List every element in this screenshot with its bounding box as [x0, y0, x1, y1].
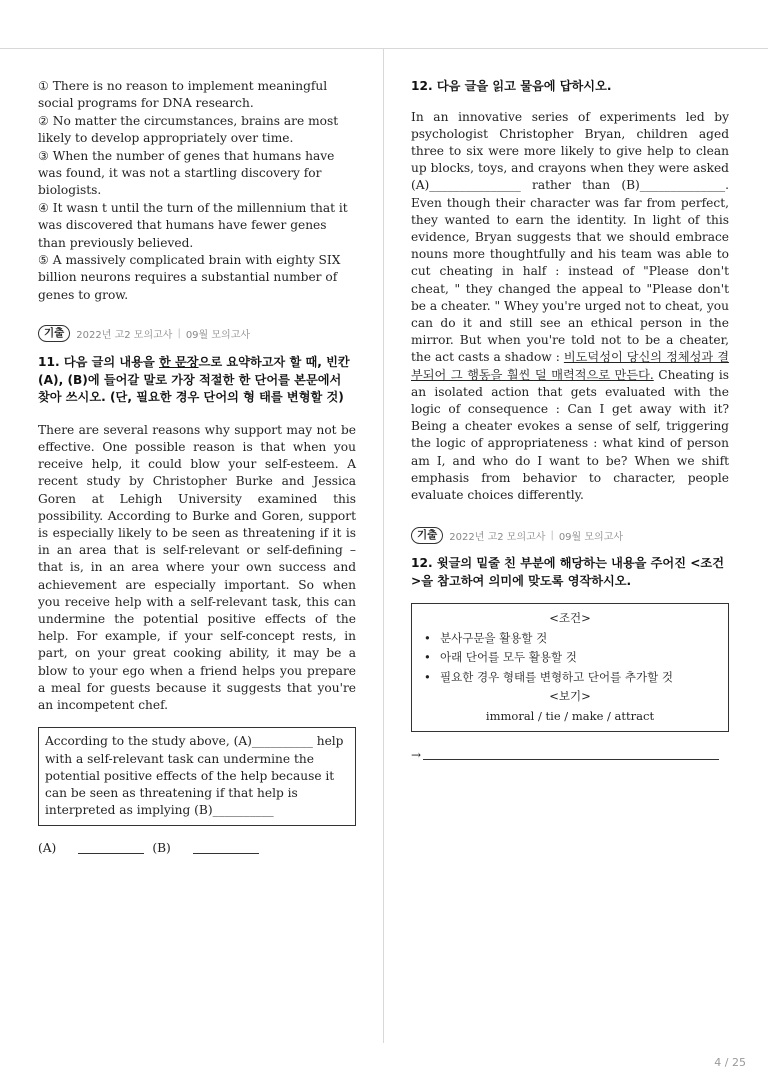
source-year: 2022년 고2 모의고사 — [449, 531, 546, 543]
answer-blanks — [38, 841, 356, 855]
arrow-icon: → — [411, 748, 422, 763]
answer-a-label: (A) — [38, 840, 57, 855]
underlined-sentence: 비도덕성이 당신의 정체성과 결부되어 그 행동을 훨씬 덜 매력적으로 만든다. — [411, 350, 729, 382]
summary-box: According to the study above, (A)__________ help with a self-relevant task can undermine the potential positive effects of the help because it can be seen as threatening if that help is interpreted as implying (B)__________ — [38, 727, 356, 825]
question-12-passage — [411, 109, 729, 505]
answer-options — [38, 78, 356, 304]
page-number: 4 / 25 — [714, 1056, 746, 1069]
option-2: ② No matter the circumstances, brains are most likely to develop appropriately over time. — [38, 113, 339, 146]
answer-a-line[interactable] — [78, 841, 144, 854]
header-rule — [0, 48, 768, 49]
bogi-header: <보기> — [549, 689, 591, 704]
passage-text-rest: Cheating is an isolated action that gets evaluated with the logic of consequence : Can I get away with it? Being a cheater evokes a sense of self, triggering the logic of appropriateness : what kind of person am I, and who do I want to be? When we shift emphasis from behavior to character, people evaluate choices differently. — [411, 367, 729, 502]
source-month: 09월 모의고사 — [185, 329, 251, 341]
past-exam-badge: 기출 — [411, 527, 443, 544]
word-list: immoral / tie / make / attract — [485, 708, 655, 723]
answer-input-line[interactable] — [423, 751, 719, 760]
question-12-title: 12. 다음 글을 읽고 물음에 답하시오. — [411, 79, 612, 93]
title-text-rest: 으로 요약하고자 할 때, 빈칸 (A), (B)에 들어갈 말로 가장 적절한 한 단어를 본문에서 찾아 쓰시오. (단, 필요한 경우 단어의 형 태를 변형할 것) — [38, 355, 350, 405]
option-1: ① There is no reason to implement meaningful social programs for DNA research. — [38, 79, 328, 111]
source-tag: 기출 2022년 고2 모의고사 | 09월 모의고사 — [411, 526, 729, 544]
condition-item: • 분사구문을 활용할 것 — [424, 630, 548, 645]
column-divider — [383, 48, 384, 1043]
conditions-header: <조건> — [549, 611, 591, 626]
option-3: ③ When the number of genes that humans have was found, it was not a startling discovery for biologists. — [38, 148, 335, 198]
left-column — [38, 78, 356, 855]
title-text: 11. 다음 글의 내용을 — [38, 355, 159, 370]
passage-text: In an innovative series of experiments led by psychologist Christopher Bryan, children aged three to six were more likely to give help to clean up blocks, toys, and crayons when they were asked (A)_______________ rather than (B)______________. Even though their character was far from perfect, they wanted to earn the identity. In light of this evidence, Bryan suggests that we should embrace nouns more thoughtfully and his team was able to cut cheating in half : instead of "Please don't cheat, " they changed the appeal to "Please don't be a cheater. " Whey you're urged not to cheat, you can do it and still see an ethical person in the mirror. But when you're told not to be a cheater, the act casts a shadow : — [411, 109, 729, 365]
answer-b-line[interactable] — [193, 841, 259, 854]
right-column — [411, 78, 729, 762]
question-11-title — [38, 354, 356, 407]
condition-item: • 아래 단어를 모두 활용할 것 — [424, 650, 577, 665]
conditions-box — [411, 603, 729, 732]
option-4: ④ It wasn t until the turn of the millennium that it was discovered that humans have fewer genes than previously believed. — [38, 200, 348, 250]
answer-line — [411, 748, 729, 762]
question-11-passage: There are several reasons why support may not be effective. One possible reason is that when you receive help, it could blow your self-esteem. A recent study by Christopher Burke and Jessica Goren at Lehigh University examined this possibility. According to Burke and Goren, support is especially likely to be seen as threatening if it is in an area that is self-relevant or self-defining – that is, in an area where your own success and achievement are especially important. So when you receive help with a self-relevant task, this can undermine the potential positive effects of the help. For example, if your self-concept rests, in part, on your great cooking ability, it may be a blow to your ego when a friend helps you prepare a meal for guests because it suggests that you're an incompetent chef. — [38, 422, 356, 713]
option-5: ⑤ A massively complicated brain with eighty SIX billion neurons requires a substantial number of genes to grow. — [38, 253, 341, 302]
condition-item: • 필요한 경우 형태를 변형하고 단어를 추가할 것 — [424, 669, 674, 684]
source-month: 09월 모의고사 — [558, 531, 624, 543]
question-12b-title: 12. 윗글의 밑줄 친 부분에 해당하는 내용을 주어진 <조건>을 참고하여 의미에 맞도록 영작하시오. — [411, 556, 724, 588]
source-tag: 기출 2022년 고2 모의고사 | 09월 모의고사 — [38, 324, 356, 342]
past-exam-badge: 기출 — [38, 325, 70, 342]
answer-b-label: (B) — [152, 840, 171, 855]
title-underlined: 한 문장 — [158, 355, 199, 370]
source-year: 2022년 고2 모의고사 — [76, 329, 173, 341]
